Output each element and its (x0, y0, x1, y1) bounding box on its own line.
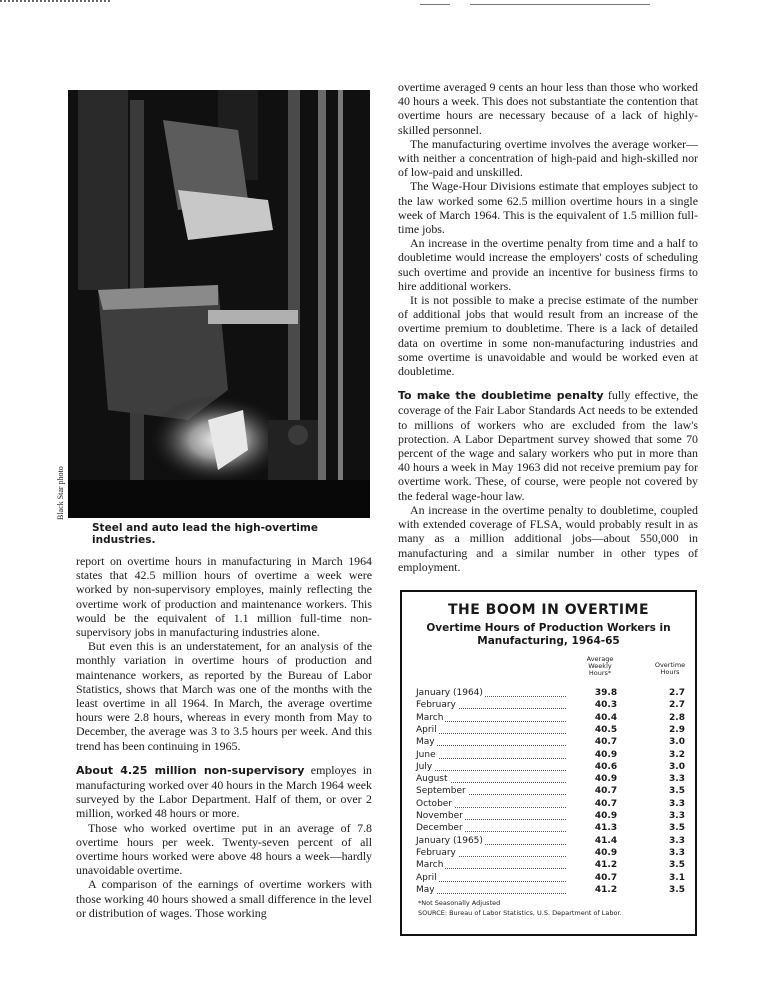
top-dotted-rule (0, 0, 110, 6)
overtime-hours-cell: 2.8 (669, 712, 685, 723)
leader-dots (416, 893, 566, 894)
overtime-hours-cell: 3.3 (669, 847, 685, 858)
month-cell: August (416, 774, 448, 785)
month-cell: November (416, 811, 463, 821)
overtime-hours-cell: 3.5 (669, 884, 685, 895)
overtime-hours-cell: 2.9 (669, 724, 685, 735)
paragraph: An increase in the overtime penalty to doubletime, coupled with extended coverage of FLSA, would probably result in as many as a million additional jobs—about 550,000 in manufacturing and a similar number in other types of employment. (398, 502, 698, 574)
paragraph: But even this is an understatement, for an analysis of the monthly variation in overtime hours of production and maintenance workers, as reported by the Bureau of Labor Statistics, shows that March was one of the months with the least overtime in all 1964. In March, the average overtime hours were 2.8 hours, whereas in every month from May to December, the average was 3 to 3.5 hours per week. And this trend has been continuing in 1965. (76, 639, 372, 753)
table-row (416, 811, 686, 823)
paragraph: report on overtime hours in manufacturing in March 1964 states that 42.5 million hours of overtime a week were worked by non-supervisory employes, mainly reflecting the overtime work of production and maintenance workers. This would be the equivalent of 1.1 million full-time non-supervisory jobs in manufacturing industries alone. (76, 554, 372, 640)
photo-caption: Steel and auto lead the high-overtime industries. (92, 522, 318, 546)
leader-dots (416, 745, 566, 746)
table-row (416, 848, 686, 860)
right-text-column (398, 80, 698, 574)
overtime-hours-cell: 3.2 (669, 749, 685, 760)
month-cell: September (416, 786, 466, 797)
weekly-hours-cell: 40.9 (594, 749, 618, 760)
month-cell: March (416, 860, 444, 871)
month-cell: April (416, 872, 437, 883)
weekly-hours-cell: 40.9 (594, 847, 618, 858)
month-cell: March (416, 712, 444, 723)
weekly-hours-cell: 41.2 (594, 860, 618, 871)
table-row (416, 873, 686, 885)
overtime-hours-cell: 3.3 (669, 774, 685, 785)
month-cell: April (416, 724, 437, 735)
table-subtitle: Overtime Hours of Production Workers in Manufacturing, 1964-65 (426, 622, 671, 647)
industrial-photo (68, 90, 370, 518)
paragraph-text: fully effective, the coverage of the Fair Labor Standards Act needs to be extended to millions of workers who are excluded from the law's protection. A Labor Department survey showed that some 70 percent of the wage and salary workers who put in more than 40 hours a week in May 1963 did not receive premium pay for overtime work. These, of course, were people not covered by the federal wage-hour law. (398, 388, 698, 503)
month-cell: June (416, 749, 436, 760)
table-notes (418, 898, 693, 918)
weekly-hours-cell: 41.3 (594, 823, 618, 834)
overtime-hours-cell: 3.1 (669, 872, 685, 883)
overtime-hours-cell: 3.5 (669, 823, 685, 834)
weekly-hours-cell: 40.7 (594, 798, 618, 809)
photo-credit: Black Star photo (56, 466, 65, 520)
weekly-hours-cell: 41.2 (594, 884, 618, 895)
overtime-hours-cell: 3.3 (669, 811, 685, 821)
column-header-weekly-hours: Average Weekly Hours* (586, 655, 614, 677)
table-row (416, 688, 686, 700)
overtime-hours-cell: 3.0 (669, 737, 685, 748)
table-row (416, 762, 686, 774)
table-title: THE BOOM IN OVERTIME (447, 602, 650, 618)
table-row (416, 799, 686, 811)
table-row (416, 725, 686, 737)
month-cell: February (416, 847, 456, 858)
weekly-hours-cell: 41.4 (594, 835, 618, 846)
paragraph: It is not possible to make a precise estimate of the number of additional jobs that would result from an increase of the overtime premium to doubletime. There is a lack of detailed data on overtime in some non-manufacturing industries and some overtime is unavoidable and would be worked even at doubletime. (398, 293, 698, 379)
table-row (416, 836, 686, 848)
overtime-table-box (400, 590, 697, 936)
month-cell: February (416, 700, 456, 711)
table-row (416, 737, 686, 749)
weekly-hours-cell: 40.5 (594, 724, 618, 735)
paragraph: A comparison of the earnings of overtime workers with those working 40 hours showed a small difference in the level or distribution of wages. Those working (76, 877, 372, 920)
month-cell: October (416, 798, 453, 809)
leader-dots (416, 758, 566, 759)
left-text-column (76, 554, 372, 920)
weekly-hours-cell: 40.9 (594, 774, 618, 785)
table-footnote: *Not Seasonally Adjusted (418, 899, 501, 907)
leader-dots (416, 770, 566, 771)
paragraph (398, 388, 698, 503)
paragraph: An increase in the overtime penalty from time and a half to doubletime would increase the employers' costs of scheduling such overtime and provide an incentive for business firms to hire additional workers. (398, 236, 698, 293)
top-rule (470, 4, 650, 5)
paragraph-lead-in: About 4.25 million non-supervisory (76, 763, 305, 777)
month-cell: July (416, 761, 433, 772)
weekly-hours-cell: 40.6 (594, 761, 618, 772)
paragraph-lead-in: To make the doubletime penalty (398, 389, 604, 403)
weekly-hours-cell: 40.7 (594, 786, 618, 797)
paragraph-text: employes in manufacturing worked over 40 hours in the March 1964 week surveyed by the Labor Department. Half of them, or over 2 million, worked 48 hours or more. (76, 762, 372, 821)
overtime-hours-cell: 3.0 (669, 761, 685, 772)
weekly-hours-cell: 40.3 (594, 700, 618, 711)
month-cell: January (1964) (416, 688, 483, 698)
weekly-hours-cell: 40.9 (594, 811, 618, 821)
overtime-hours-cell: 3.3 (669, 798, 685, 809)
table-row (416, 713, 686, 725)
weekly-hours-cell: 39.8 (594, 688, 618, 698)
overtime-hours-cell: 3.3 (669, 835, 685, 846)
paragraph: Those who worked overtime put in an average of 7.8 overtime hours per week. Twenty-seven percent of all overtime hours worked were above 48 hours a week—hardly unavoidable overtime. (76, 820, 372, 878)
month-cell: May (416, 884, 435, 895)
table-row (416, 885, 686, 897)
table-source: SOURCE: Bureau of Labor Statistics, U.S. Department of Labor. (418, 909, 622, 917)
month-cell: December (416, 823, 463, 834)
overtime-hours-cell: 2.7 (669, 700, 685, 711)
table-row (416, 700, 686, 712)
paragraph: The manufacturing overtime involves the average worker—with neither a concentration of high-paid and high-skilled nor of low-paid and unskilled. (398, 136, 698, 180)
paragraph: The Wage-Hour Divisions estimate that employes subject to the law worked some 62.5 million overtime hours in a single week of March 1964. This is the equivalent of 1.5 million full-time jobs. (398, 179, 698, 237)
table-row (416, 750, 686, 762)
paragraph (76, 763, 372, 821)
paragraph: overtime averaged 9 cents an hour less than those who worked 40 hours a week. This does not substantiate the contention that overtime hours are necessary because of a lack of highly-skilled personnel. (398, 80, 698, 137)
weekly-hours-cell: 40.7 (594, 872, 618, 883)
overtime-hours-cell: 2.7 (669, 688, 685, 698)
table-row (416, 860, 686, 872)
month-cell: January (1965) (416, 835, 483, 846)
table-row (416, 774, 686, 786)
table-row (416, 823, 686, 835)
overtime-hours-cell: 3.5 (669, 786, 685, 797)
table-row (416, 786, 686, 798)
column-header-overtime-hours: Overtime Hours (654, 661, 686, 676)
month-cell: May (416, 737, 435, 748)
weekly-hours-cell: 40.7 (594, 737, 618, 748)
top-rule (420, 4, 450, 5)
overtime-hours-cell: 3.5 (669, 860, 685, 871)
weekly-hours-cell: 40.4 (594, 712, 618, 723)
